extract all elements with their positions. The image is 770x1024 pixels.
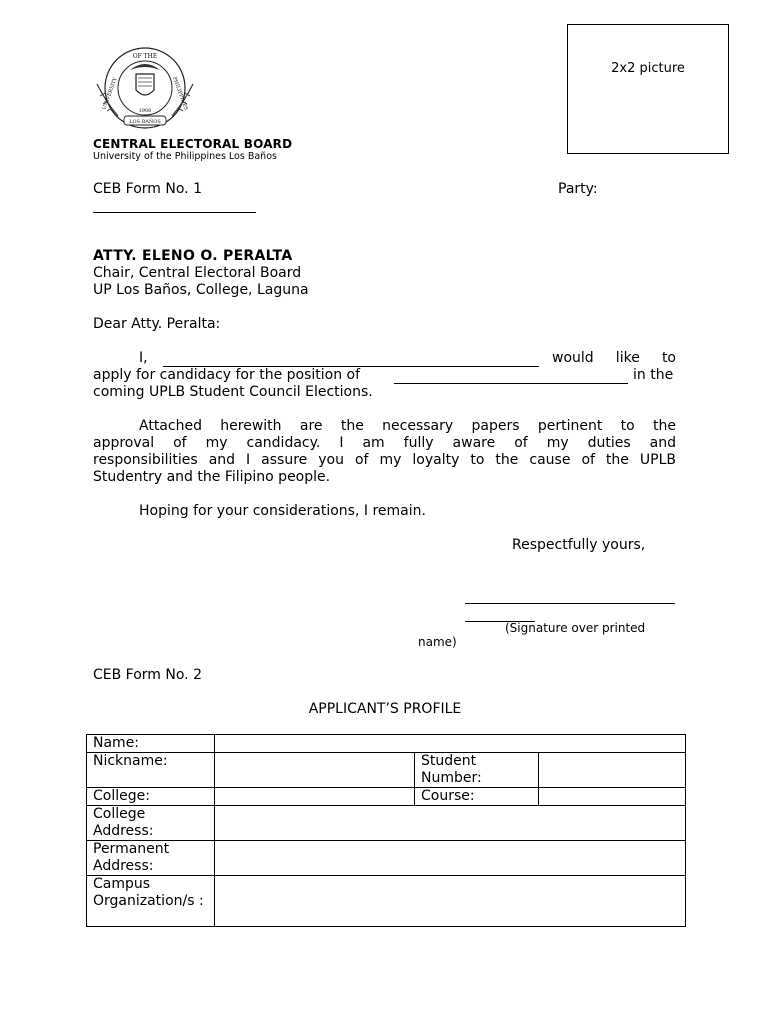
label-campus-orgs: Campus Organization/s :: [87, 876, 215, 927]
addressee-name: ATTY. ELENO O. PERALTA: [93, 248, 293, 264]
field-name[interactable]: [215, 735, 686, 753]
p1-start: I,: [139, 350, 148, 366]
label-name: Name:: [87, 735, 215, 753]
field-nickname[interactable]: [215, 753, 415, 788]
p1-line3: coming UPLB Student Council Elections.: [93, 384, 373, 400]
position-line: [394, 383, 628, 384]
applicant-profile-table: [86, 734, 686, 927]
label-college: College:: [87, 788, 215, 806]
p2-line3: responsibilities and I assure you of my loyalty to the cause of the UPLB: [93, 452, 676, 468]
seal-text-bottom: LOS BAÑOS: [129, 119, 161, 125]
row-permanent-address: [87, 841, 686, 876]
signature-line: [465, 603, 675, 604]
field-campus-orgs[interactable]: [215, 876, 686, 927]
p1-end-line1: would like to: [552, 350, 676, 366]
p3: Hoping for your considerations, I remain.: [139, 503, 426, 519]
party-underline: [93, 212, 256, 213]
org-title: CENTRAL ELECTORAL BOARD: [93, 137, 293, 151]
row-campus-orgs: [87, 876, 686, 927]
form1-number: CEB Form No. 1: [93, 181, 202, 197]
p1-line2-start: apply for candidacy for the position of: [93, 367, 361, 383]
label-nickname: Nickname:: [87, 753, 215, 788]
row-college-address: [87, 806, 686, 841]
photo-box-label: 2x2 picture: [611, 61, 685, 76]
org-subtitle: University of the Philippines Los Baños: [93, 151, 277, 162]
profile-title: APPLICANT’S PROFILE: [308, 701, 462, 717]
seal-text-year: 1908: [138, 108, 152, 114]
row-name: [87, 735, 686, 753]
label-permanent-address: Permanent Address:: [87, 841, 215, 876]
label-student-number: Student Number:: [415, 753, 539, 788]
addressee-address: UP Los Baños, College, Laguna: [93, 282, 309, 298]
p2-line2: approval of my candidacy. I am fully aware of my duties and: [93, 435, 676, 451]
closing: Respectfully yours,: [512, 537, 646, 553]
seal-text-right: PHILIPPINES: [171, 76, 189, 112]
form2-number: CEB Form No. 2: [93, 667, 202, 683]
row-nickname: [87, 753, 686, 788]
field-college-address[interactable]: [215, 806, 686, 841]
signature-caption: (Signature over printed: [505, 621, 646, 635]
label-course: Course:: [415, 788, 539, 806]
salutation: Dear Atty. Peralta:: [93, 316, 221, 332]
p2-line4: Studentry and the Filipino people.: [93, 469, 331, 485]
photo-box: [567, 24, 729, 154]
field-permanent-address[interactable]: [215, 841, 686, 876]
field-course[interactable]: [539, 788, 686, 806]
signature-caption-cont: name): [418, 635, 457, 649]
party-label: Party:: [558, 181, 598, 197]
row-college: [87, 788, 686, 806]
university-seal-icon: [92, 44, 198, 134]
addressee-title: Chair, Central Electoral Board: [93, 265, 302, 281]
seal-text-top: OF THE: [132, 53, 158, 60]
p2-line1: Attached herewith are the necessary papers pertinent to the: [139, 418, 676, 434]
seal-text-left: UNIVERSITY: [101, 76, 119, 111]
p1-line2-end: in the: [633, 367, 674, 383]
field-college[interactable]: [215, 788, 415, 806]
field-student-number[interactable]: [539, 753, 686, 788]
label-college-address: College Address:: [87, 806, 215, 841]
